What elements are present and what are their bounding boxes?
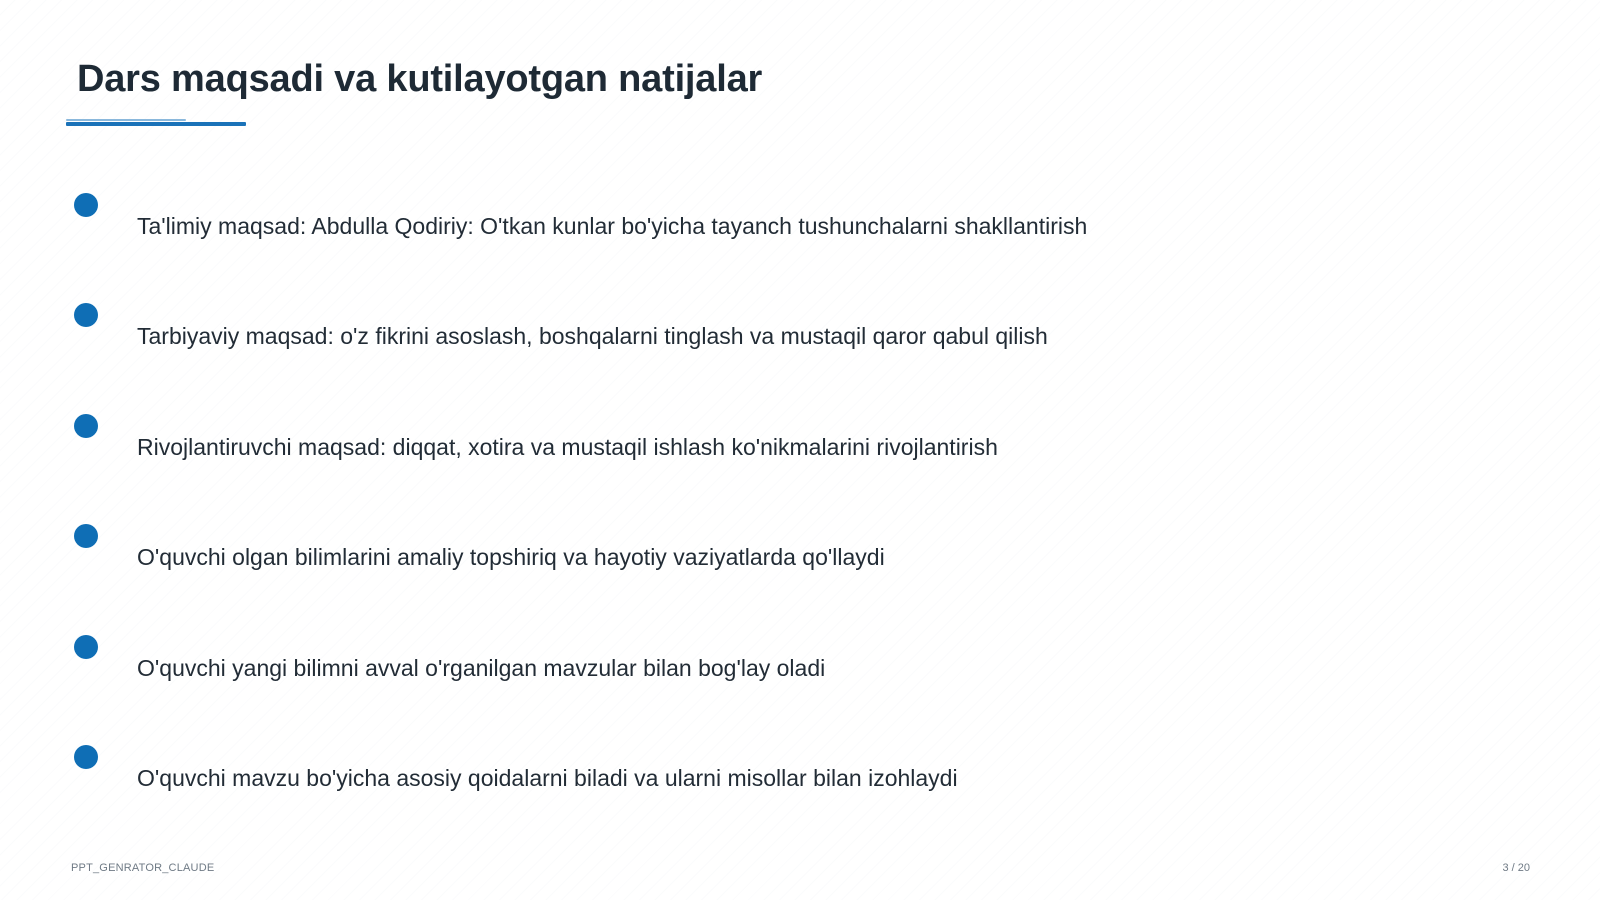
bullet-dot-icon bbox=[74, 303, 98, 327]
bullet-dot-icon bbox=[74, 414, 98, 438]
bullet-item bbox=[0, 303, 1500, 383]
bullet-text: Ta'limiy maqsad: Abdulla Qodiriy: O'tkan kunlar bo'yicha tayanch tushunchalarni shakllantirish bbox=[137, 213, 1088, 239]
bullet-item bbox=[0, 745, 1500, 825]
bullet-text: O'quvchi mavzu bo'yicha asosiy qoidalarni biladi va ularni misollar bilan izohlaydi bbox=[137, 765, 958, 791]
bullet-text: O'quvchi olgan bilimlarini amaliy topshiriq va hayotiy vaziyatlarda qo'llaydi bbox=[137, 544, 885, 570]
bullet-dot-icon bbox=[74, 524, 98, 548]
bullet-item bbox=[0, 635, 1500, 715]
bullet-text: Tarbiyaviy maqsad: o'z fikrini asoslash, boshqalarni tinglash va mustaqil qaror qabul qilish bbox=[137, 323, 1048, 349]
bullet-dot-icon bbox=[74, 193, 98, 217]
title-underline bbox=[66, 122, 246, 126]
footer-source: PPT_GENRATOR_CLAUDE bbox=[71, 862, 215, 874]
page-number: 3 / 20 bbox=[1502, 862, 1530, 874]
bullet-text: Rivojlantiruvchi maqsad: diqqat, xotira va mustaqil ishlash ko'nikmalarini rivojlantirish bbox=[137, 434, 998, 460]
bullet-text: O'quvchi yangi bilimni avval o'rganilgan mavzular bilan bog'lay oladi bbox=[137, 655, 826, 681]
bullet-item bbox=[0, 193, 1500, 273]
bullet-item bbox=[0, 524, 1500, 604]
bullet-item bbox=[0, 414, 1500, 494]
bullet-dot-icon bbox=[74, 635, 98, 659]
bullet-dot-icon bbox=[74, 745, 98, 769]
slide-title: Dars maqsadi va kutilayotgan natijalar bbox=[77, 58, 763, 100]
title-underline-accent bbox=[66, 119, 186, 121]
